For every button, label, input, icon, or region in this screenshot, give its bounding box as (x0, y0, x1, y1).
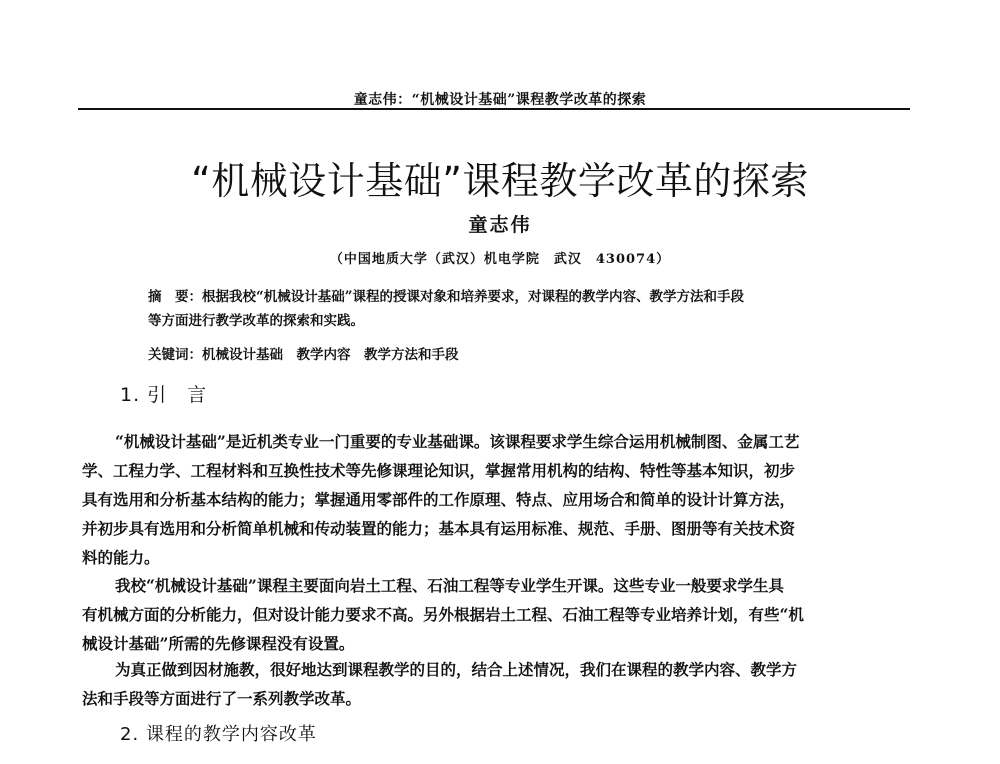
abstract (148, 285, 848, 333)
paragraph (82, 427, 910, 572)
paper-title: “机械设计基础”课程教学改革的探索 (191, 159, 809, 203)
paragraph-line: 有机械方面的分析能力，但对设计能力要求不高。另外根据岩土工程、石油工程等专业培养计划，有些“机 (82, 605, 804, 624)
paragraph (82, 655, 910, 713)
paragraph-line: 料的能力。 (82, 548, 160, 567)
paragraph-line: “机械设计基础”是近机类专业一门重要的专业基础课。该课程要求学生综合运用机械制图、金属工艺 (115, 432, 800, 451)
abstract-line: 摘 要：根据我校“机械设计基础”课程的授课对象和培养要求，对课程的教学内容、教学方法和手段 (148, 289, 745, 305)
paragraph-line: 并初步具有选用和分析简单机械和传动装置的能力；基本具有运用标准、规范、手册、图册等有关技术资 (82, 519, 796, 538)
section-heading-introduction: 1. 引 言 (120, 384, 208, 406)
keywords: 关键词：机械设计基础 教学内容 教学方法和手段 (148, 347, 459, 363)
paragraph-line: 我校“机械设计基础”课程主要面向岩土工程、石油工程等专业学生开课。这些专业一般要求学生具 (115, 576, 784, 595)
author-name: 童志伟 (468, 214, 532, 236)
paragraph (82, 571, 910, 658)
paragraph-line: 学、工程力学、工程材料和互换性技术等先修课理论知识，掌握常用机构的结构、特性等基本知识，初步 (82, 461, 796, 480)
running-head: 童志伟：“机械设计基础”课程教学改革的探索 (353, 92, 647, 108)
paragraph-line: 为真正做到因材施教，很好地达到课程教学的目的，结合上述情况，我们在课程的教学内容、教学方 (115, 660, 798, 679)
section-heading-content-reform: 2. 课程的教学内容改革 (120, 724, 317, 745)
paragraph-line: 具有选用和分析基本结构的能力；掌握通用零部件的工作原理、特点、应用场合和简单的设计计算方法， (82, 490, 796, 509)
header-rule (78, 108, 910, 110)
abstract-line: 等方面进行教学改革的探索和实践。 (148, 313, 364, 329)
paragraph-line: 法和手段等方面进行了一系列教学改革。 (82, 689, 362, 708)
author-affiliation: （中国地质大学（武汉）机电学院 武汉 430074） (329, 252, 671, 267)
paragraph-line: 械设计基础”所需的先修课程没有设置。 (82, 634, 355, 653)
